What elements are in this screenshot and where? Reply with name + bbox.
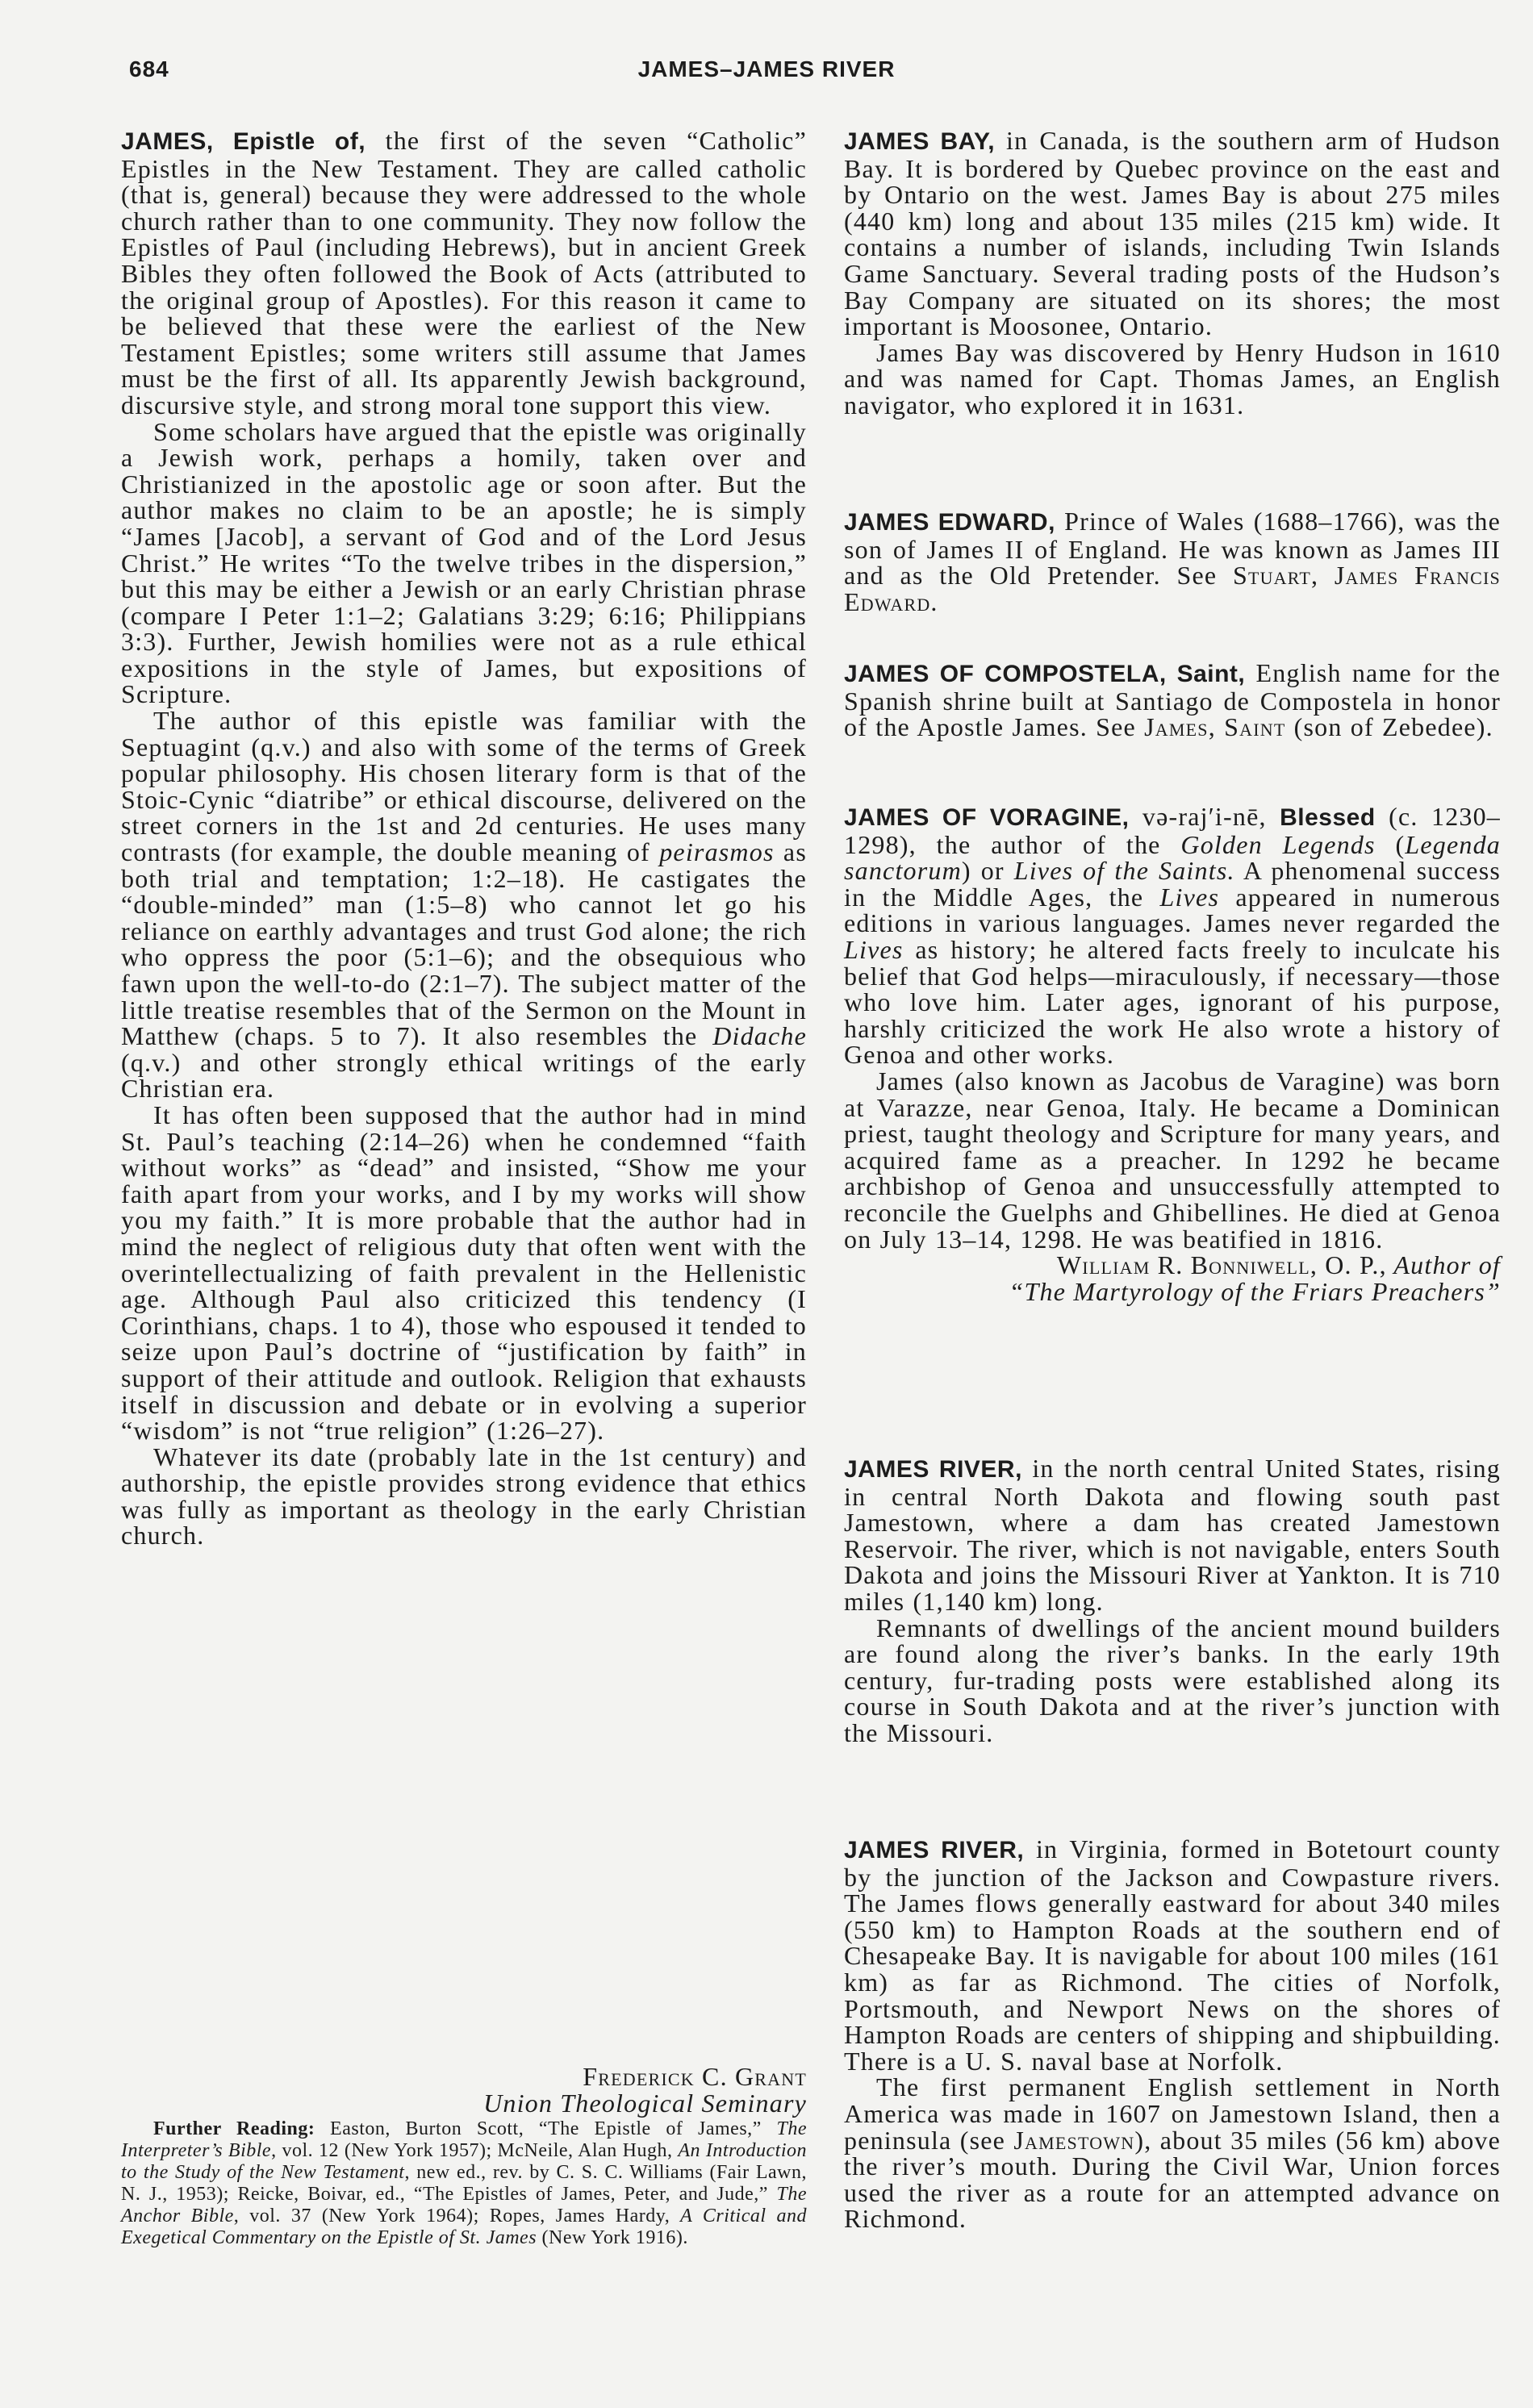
entry-heading: JAMES RIVER, bbox=[844, 1456, 1022, 1483]
entry-heading: JAMES RIVER, bbox=[844, 1837, 1025, 1863]
page-number: 684 bbox=[129, 56, 169, 81]
voragine-body bbox=[844, 803, 1501, 1252]
body-text: James (also known as Jacobus de Varagine) was born at Varazze, near Genoa, Italy. He became a Dominican priest, taught theology and Scripture for many years, and acquired fame as a preacher. In 1292 he became archbishop of Genoa and unsuccessfully attempted to reconcile the Guelphs and Ghibellines. He died at Genoa on July 13–14, 1298. He was beatified in 1816. bbox=[844, 1066, 1501, 1254]
paragraph bbox=[844, 1615, 1501, 1747]
body-text: as both trial and temptation; 1:2–18). He castigates the “double-minded” man (1:5–8) who cannot let go his reliance on earthly advantages and trust God alone; the rich who oppress the poor (5:1–6); and the obsequious who fawn upon the well-to-do (2:1–7). The subject matter of the little treatise resembles that of the Sermon on the Mount in Matthew (chaps. 5 to 7). It also resembles the bbox=[121, 837, 807, 1051]
cross-reference: Stuart, James Francis Edward bbox=[844, 561, 1501, 616]
italic-text: A Critical and Exegetical Commentary on the Epistle of St. James bbox=[121, 2206, 807, 2248]
paragraph bbox=[844, 803, 1501, 1068]
further-reading-text bbox=[121, 2118, 807, 2249]
entry-heading: JAMES OF COMPOSTELA, Saint, bbox=[844, 661, 1246, 687]
body-text: Whatever its date (probably late in the 1st century) and authorship, the epistle provides strong evidence that ethics was fully as important as theology in the early Christian church. bbox=[121, 1442, 807, 1550]
article-james-epistle bbox=[121, 127, 807, 1549]
paragraph bbox=[844, 2074, 1501, 2232]
article-james-bay bbox=[844, 127, 1501, 419]
italic-text: Didache bbox=[712, 1021, 807, 1051]
body-text: in Canada, is the southern arm of Hudson Bay. It is bordered by Quebec province on the east and by Ontario on the west. James Bay is about 275 miles (440 km) long and about 135 miles (215 km) wide. It contains a number of islands, including Twin Islands Game Sanctuary. Several trading posts of the Hudson’s Bay Company are situated on its shores; the most important is Moosonee, Ontario. bbox=[844, 126, 1501, 341]
article-james-river-north-dakota bbox=[844, 1455, 1501, 1747]
entry-heading: JAMES BAY, bbox=[844, 128, 996, 155]
voragine-signature bbox=[844, 1252, 1501, 1279]
author-work: “The Martyrology of the Friars Preachers” bbox=[1009, 1276, 1501, 1306]
article-james-river-virginia bbox=[844, 1836, 1501, 2232]
body-text: It has often been supposed that the author had in mind St. Paul’s teaching (2:14–26) when he condemned “faith without works” as “dead” and insisted, “Show me your faith apart from your works, and I by my works will show you my faith.” It is more probable that the author had in mind the neglect of religious duty that often went with the overintellectualizing of faith prevalent in the Hellenistic age. Although Paul also criticized this tendency (I Corinthians, chaps. 1 to 4), those who espoused it tended to seize upon Paul’s doctrine of “justification by faith” in support of their attitude and outlook. Religion that exhausts itself in discussion and debate or in evolving a superior “wisdom” is not “true religion” (1:26–27). bbox=[121, 1100, 807, 1446]
body-text: (New York 1916). bbox=[537, 2227, 688, 2248]
body-text: The author of this epistle was familiar with the Septuagint (q.v.) and also with some of the terms of Greek popular philosophy. His chosen literary form is that of the Stoic-Cynic “diatribe” or ethical discourse, delivered on the street corners in the 1st and 2d centuries. He uses many contrasts (for example, the double meaning of bbox=[121, 706, 807, 867]
body-text: , vol. 12 (New York 1957); McNeile, Alan Hugh, bbox=[271, 2140, 679, 2161]
body-text: . bbox=[930, 586, 938, 616]
italic-text: The Interpreter’s Bible bbox=[121, 2118, 807, 2161]
entry-heading: JAMES EDWARD, bbox=[844, 509, 1055, 536]
body-text: A phenomenal success in the Middle Ages, the bbox=[844, 856, 1502, 912]
cross-reference: James, Saint bbox=[1144, 712, 1286, 742]
paragraph bbox=[844, 1068, 1501, 1252]
epistle-signature bbox=[121, 2064, 807, 2116]
body-text: The first permanent English settlement in North America was made in 1607 on Jamestown Island, then a peninsula (see bbox=[844, 2072, 1501, 2155]
author-name: Frederick C. Grant bbox=[583, 2062, 807, 2091]
body-text: ), about 35 miles (56 km) above the river’s mouth. During the Civil War, Union forces used the river as a route for an attempted advance on Richmond. bbox=[844, 2125, 1502, 2234]
article-james-of-voragine bbox=[844, 803, 1501, 1304]
body-text: the first of the seven “Catholic” Epistles in the New Testament. They are called catholic (that is, general) because they were addressed to the whole church rather than to one community. They now follow the Epistles of Paul (including Hebrews), but in ancient Greek Bibles they often followed the Book of Acts (attributed to the original group of Apostles). For this reason it came to be believed that these were the earliest of the New Testament Epistles; some writers still assume that James must be the first of all. Its apparently Jewish background, discursive style, and strong moral tone support this view. bbox=[121, 126, 807, 419]
body-text: Remnants of dwellings of the ancient mound builders are found along the river’s banks. In the early 19th century, fur-trading posts were established along its course in South Dakota and at the river’s junction with the Missouri. bbox=[844, 1613, 1501, 1747]
body-text: , new ed., rev. by C. S. C. Williams (Fair Lawn, N. J., 1953); Reicke, Boivar, ed., “The Epistles of James, Peter, and Jude,” bbox=[121, 2162, 807, 2205]
italic-text: Legenda sanctorum bbox=[844, 829, 1501, 886]
italic-text: An Introduction to the Study of the New Testament bbox=[121, 2140, 807, 2183]
body-text: Some scholars have argued that the epistle was originally a Jewish work, perhaps a homily, taken over and Christianized in the apostolic age or soon after. But the author makes no claim to be an apostle; he is simply “James [Jacob], a servant of God and of the Lord Jesus Christ.” He writes “To the twelve tribes in the dispersion,” but this may be either a Jewish or an early Christian phrase (compare I Peter 1:1–2; Galatians 3:29; 6:16; Philippians 3:3). Further, Jewish homilies were not as a rule ethical expositions in the style of James, but expositions of Scripture. bbox=[121, 416, 807, 709]
paragraph bbox=[844, 660, 1501, 741]
body-text: (q.v.) and other strongly ethical writings of the early Christian era. bbox=[121, 1047, 807, 1104]
italic-text: The Anchor Bible bbox=[121, 2184, 807, 2226]
article-james-edward bbox=[844, 508, 1501, 615]
body-text: in Virginia, formed in Botetourt county by the junction of the Jackson and Cowpasture rivers. The James flows generally eastward for about 340 miles (550 km) to Hampton Roads at the southern end of Chesapeake Bay. It is navigable for about 100 miles (161 km) as far as Richmond. The cities of Norfolk, Portsmouth, and Newport News on the shores of Hampton Roads are centers of shipping and shipbuilding. There is a U. S. naval base at Norfolk. bbox=[844, 1834, 1502, 2076]
entry-heading: JAMES OF VORAGINE, bbox=[844, 804, 1130, 831]
body-text: ) or bbox=[961, 856, 1014, 886]
entry-heading: Blessed bbox=[1280, 804, 1376, 831]
paragraph bbox=[121, 416, 807, 709]
paragraph bbox=[844, 337, 1501, 419]
body-text: appeared in numerous editions in various languages. James never regarded the bbox=[844, 882, 1501, 938]
body-text: in the north central United States, rising in central North Dakota and flowing south past Jamestown, where a dam has created Jamestown Reservoir. The river, which is not navigable, enters South Dakota and joins the Missouri River at Yankton. It is 710 miles (1,140 km) long. bbox=[844, 1454, 1502, 1616]
italic-text: peirasmos bbox=[659, 837, 775, 867]
entry-heading: JAMES, Epistle of, bbox=[121, 128, 366, 155]
body-text: (c. 1230–1298), the author of the bbox=[844, 802, 1501, 859]
paragraph bbox=[121, 127, 807, 419]
paragraph bbox=[121, 1102, 807, 1444]
body-text: , vol. 37 (New York 1964); Ropes, James Hardy, bbox=[233, 2206, 681, 2226]
paragraph bbox=[844, 1836, 1501, 2074]
author-affiliation: Union Theological Seminary bbox=[483, 2088, 807, 2118]
entry-heading: Further Reading: bbox=[153, 2118, 315, 2139]
author-title: Author of bbox=[1386, 1250, 1501, 1280]
cross-reference: Jamestown bbox=[1013, 2125, 1135, 2155]
running-head: JAMES–JAMES RIVER bbox=[637, 56, 896, 81]
paragraph bbox=[844, 1455, 1501, 1615]
author-name: William R. Bonniwell, O. P., bbox=[1056, 1250, 1387, 1280]
italic-text: Golden Legends bbox=[1180, 829, 1376, 859]
paragraph bbox=[844, 127, 1501, 340]
paragraph bbox=[844, 508, 1501, 615]
body-text: James Bay was discovered by Henry Hudson in 1610 and was named for Capt. Thomas James, an English navigator, who explored it in 1631. bbox=[844, 337, 1501, 419]
body-text: ( bbox=[1375, 829, 1406, 859]
italic-text: Lives bbox=[844, 934, 904, 964]
article-james-of-compostela bbox=[844, 660, 1501, 741]
body-text: English name for the Spanish shrine built at Santiago de Compostela in honor of the Apostle James. See bbox=[844, 658, 1501, 742]
body-text: Easton, Burton Scott, “The Epistle of James,” bbox=[315, 2118, 777, 2139]
body-text: as history; he altered facts freely to inculcate his belief that God helps—miraculously, if necessary—those who love him. Later ages, ignorant of his purpose, harshly criticized the work He also wrote a history of Genoa and other works. bbox=[844, 934, 1501, 1070]
italic-text: Lives bbox=[1159, 882, 1220, 912]
body-text: Prince of Wales (1688–1766), was the son of James II of England. He was known as James III and as the Old Pretender. See bbox=[844, 507, 1502, 591]
body-text: və-raj′i-nē, bbox=[1129, 802, 1280, 831]
further-reading bbox=[121, 2118, 807, 2249]
paragraph bbox=[121, 1444, 807, 1549]
body-text: (son of Zebedee). bbox=[1285, 712, 1493, 742]
paragraph bbox=[121, 707, 807, 1102]
italic-text: Lives of the Saints. bbox=[1013, 856, 1235, 886]
